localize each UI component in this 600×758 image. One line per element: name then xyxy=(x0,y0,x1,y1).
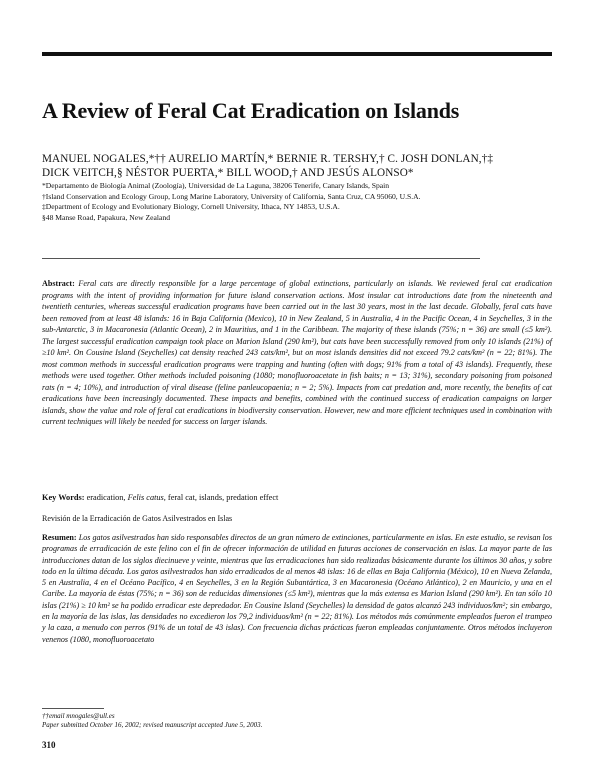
footnote-divider xyxy=(42,708,104,709)
affiliation-list xyxy=(42,181,562,223)
abstract-text: Feral cats are directly responsible for a large percentage of global extinctions, particularly on islands. We reviewed feral cat eradication programs with the intent of providing information for future island conservation actions. Most insular cat introductions date from the nineteenth and twentieth centuries, whereas successful eradication programs have been carried out in the last 30 years, most in the last decade. Globally, feral cats have been removed from at least 48 islands: 16 in Baja California (Mexico), 10 in New Zealand, 5 in Australia, 4 in the Pacific Ocean, 4 in Seychelles, 3 in the sub-Antarctic, 3 in Macaronesia (Atlantic Ocean), 2 in Mauritius, and 1 in the Caribbean. The majority of these islands (75%; n = 36) are small (≤5 km²). The largest successful eradication campaign took place on Marion Island (290 km²), but cats have been successfully removed from only 10 islands (21%) of ≥10 km². On Cousine Island (Seychelles) cat density reached 243 cats/km², but on most islands densities did not exceed 79.2 cats/km² (n = 22; 81%). The most common methods in successful eradication programs were trapping and hunting (often with dogs; 91% from a total of 43 islands). Frequently, these methods were used together. Other methods included poisoning (1080; monofluoroacetate in fish baits; n = 13; 31%), secondary poisoning from poisoned rats (n = 4; 10%), and introduction of viral disease (feline panleucopaenia; n = 2; 5%). Impacts from cat predation and, more recently, the benefits of cat eradications have been increasingly documented. These impacts and benefits, combined with the continued success of eradication campaigns on larger islands, show the value and role of feral cat eradications in biodiversity conservation. However, new and more efficient techniques used in combination with current techniques will likely be needed for success on larger islands. xyxy=(42,279,552,426)
keywords-species: Felis catus xyxy=(127,493,164,502)
affiliation: §48 Manse Road, Papakura, New Zealand xyxy=(42,212,170,222)
keywords-text-rest: , feral cat, islands, predation effect xyxy=(163,493,279,502)
resumen xyxy=(42,532,552,645)
keywords-text: eradication, xyxy=(86,493,126,502)
footnote-dates: Paper submitted October 16, 2002; revised manuscript accepted June 5, 2003. xyxy=(42,720,263,729)
resumen-label: Resumen: xyxy=(42,533,77,542)
page-number: 310 xyxy=(42,740,56,750)
footnote-email: ††email mnogales@ull.es xyxy=(42,712,115,720)
section-divider xyxy=(42,258,480,259)
affiliation: ‡Department of Ecology and Evolutionary Biology, Cornell University, Ithaca, NY 14853, U.S.A. xyxy=(42,202,340,212)
footnotes xyxy=(42,712,552,729)
abstract xyxy=(42,278,552,428)
spanish-title: Revisión de la Erradicación de Gatos Asilvestrados en Islas xyxy=(42,514,233,523)
keywords-label: Key Words: xyxy=(42,493,85,502)
page-title: A Review of Feral Cat Eradication on Islands xyxy=(42,98,460,123)
author-list xyxy=(42,152,562,180)
author-line: MANUEL NOGALES,*†† AURELIO MARTÍN,* BERNIE R. TERSHY,† C. JOSH DONLAN,†‡ xyxy=(42,153,494,165)
keywords xyxy=(42,493,552,502)
affiliation: †Island Conservation and Ecology Group, Long Marine Laboratory, University of California, Santa Cruz, CA 95060, U.S.A. xyxy=(42,191,421,201)
resumen-text: Los gatos asilvestrados han sido responsables directos de un gran número de extinciones, particularmente en islas. En este estudio, se revisan los programas de erradicación de este felino con el fin de ofrecer información de utilidad en futuras acciones de conservación en islas. La mayor parte de las introducciones datan de los siglos diecinueve y veinte, mientras que las erradicaciones han sido realizadas básicamente durante los últimos 30 años, y sobre todo en la última década. Los gatos asilvestrados han sido erradicados de al menos 48 islas: 16 de ellas en Baja California (México), 10 en Nueva Zelanda, 5 en Australia, 4 en el Océano Pacífico, 4 en Seychelles, 3 en la Región Subantártica, 3 en Macaronesia (Océano Atlántico), 2 en Mauricio, y una en el Caribe. La mayoría de éstas (75%; n = 36) son de reducidas dimensiones (≤5 km²), mientras que la más extensa es Marion Island (290 km²). En tan sólo 10 islas (21%) ≥ 10 km² se ha podido erradicar este depredador. En Cousine Island (Seychelles) la densidad de gatos alcanzó 243 individuos/km²; sin embargo, en la mayoría de las islas, las densidades no excedieron los 79,2 individuos/km² (n = 22; 81%). Los métodos más comúnmente empleados fueron el trampeo y la caza, a menudo con perros (91% de un total de 43 islas). Con frecuencia dichas prácticas fueron empleadas conjuntamente. Otros métodos incluyeron venenos (1080, monofluoroacetato xyxy=(42,533,552,644)
affiliation: *Departamento de Biología Animal (Zoología), Universidad de La Laguna, 38206 Tenerife, Canary Islands, Spain xyxy=(42,181,390,190)
abstract-label: Abstract: xyxy=(42,279,75,288)
author-line: DICK VEITCH,§ NÉSTOR PUERTA,* BILL WOOD,† AND JESÚS ALONSO* xyxy=(42,167,414,179)
header-rule xyxy=(42,52,552,56)
